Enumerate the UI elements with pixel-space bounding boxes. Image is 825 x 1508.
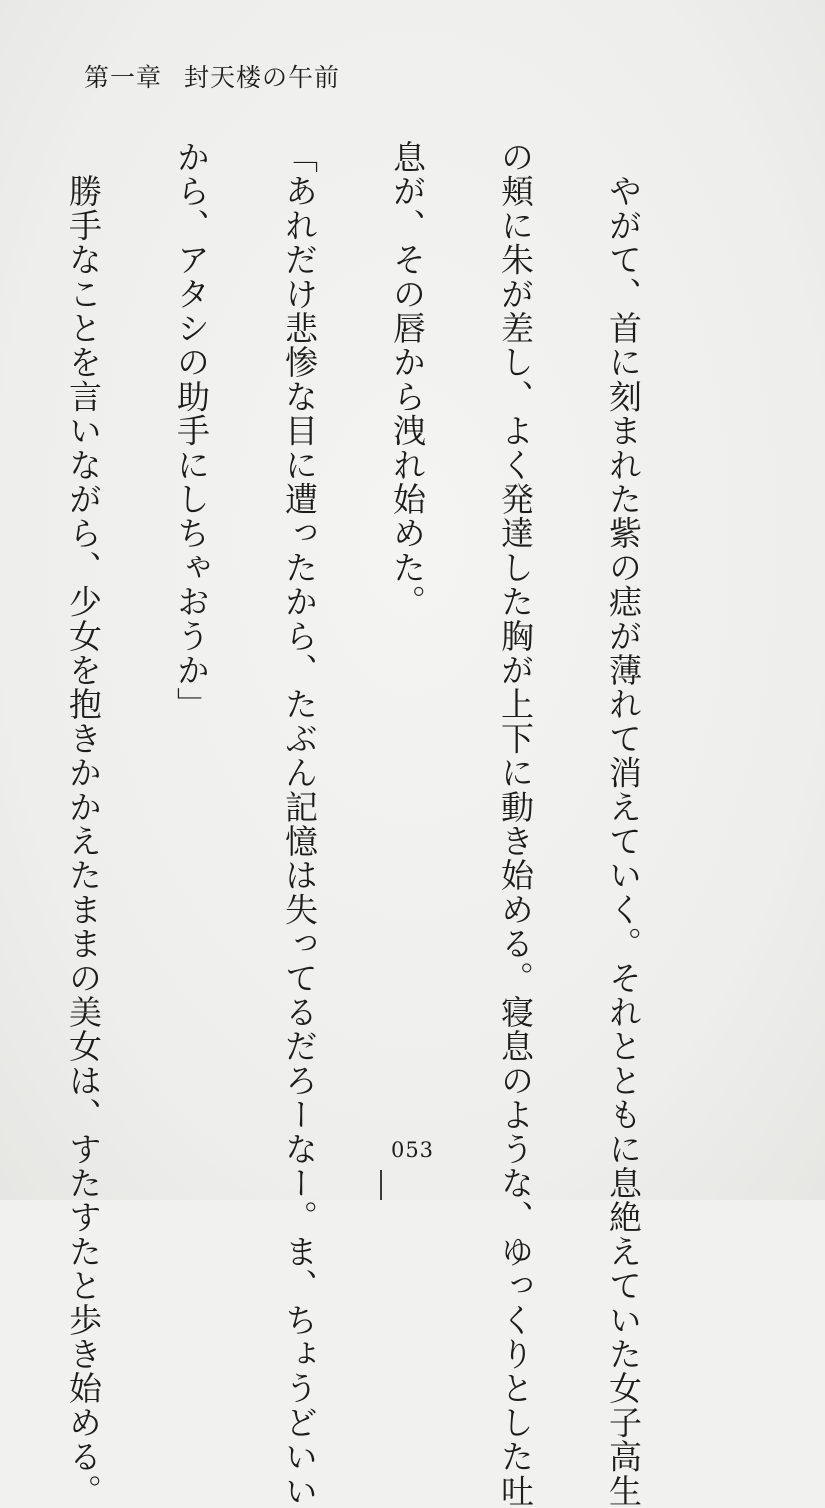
text-line: から、アタシの助手にしちゃおうか」 <box>172 140 211 722</box>
text-line: 「あれだけ悲惨な目に遭ったから、たぶん記憶は失ってるだろーなー。ま、ちょうどいい <box>280 140 319 1508</box>
text-line: 勝手なことを言いながら、少女を抱きかかえたままの美女は、すたすたと歩き始める。 <box>64 140 103 1508</box>
page-gutter-mark <box>380 1170 382 1200</box>
running-header <box>84 58 340 94</box>
page-number: 053 <box>390 1138 435 1162</box>
chapter-title: 封天楼の午前 <box>184 63 341 92</box>
text-line: の頬に朱が差し、よく発達した胸が上下に動き始める。寝息のような、ゆっくりとした吐 <box>496 140 535 1508</box>
text-line: やがて、首に刻まれた紫の痣が薄れて消えていく。それとともに息絶えていた女子高生 <box>604 140 643 1508</box>
chapter-label: 第一章 <box>84 63 163 92</box>
text-line: 息が、その唇から洩れ始めた。 <box>388 140 427 619</box>
